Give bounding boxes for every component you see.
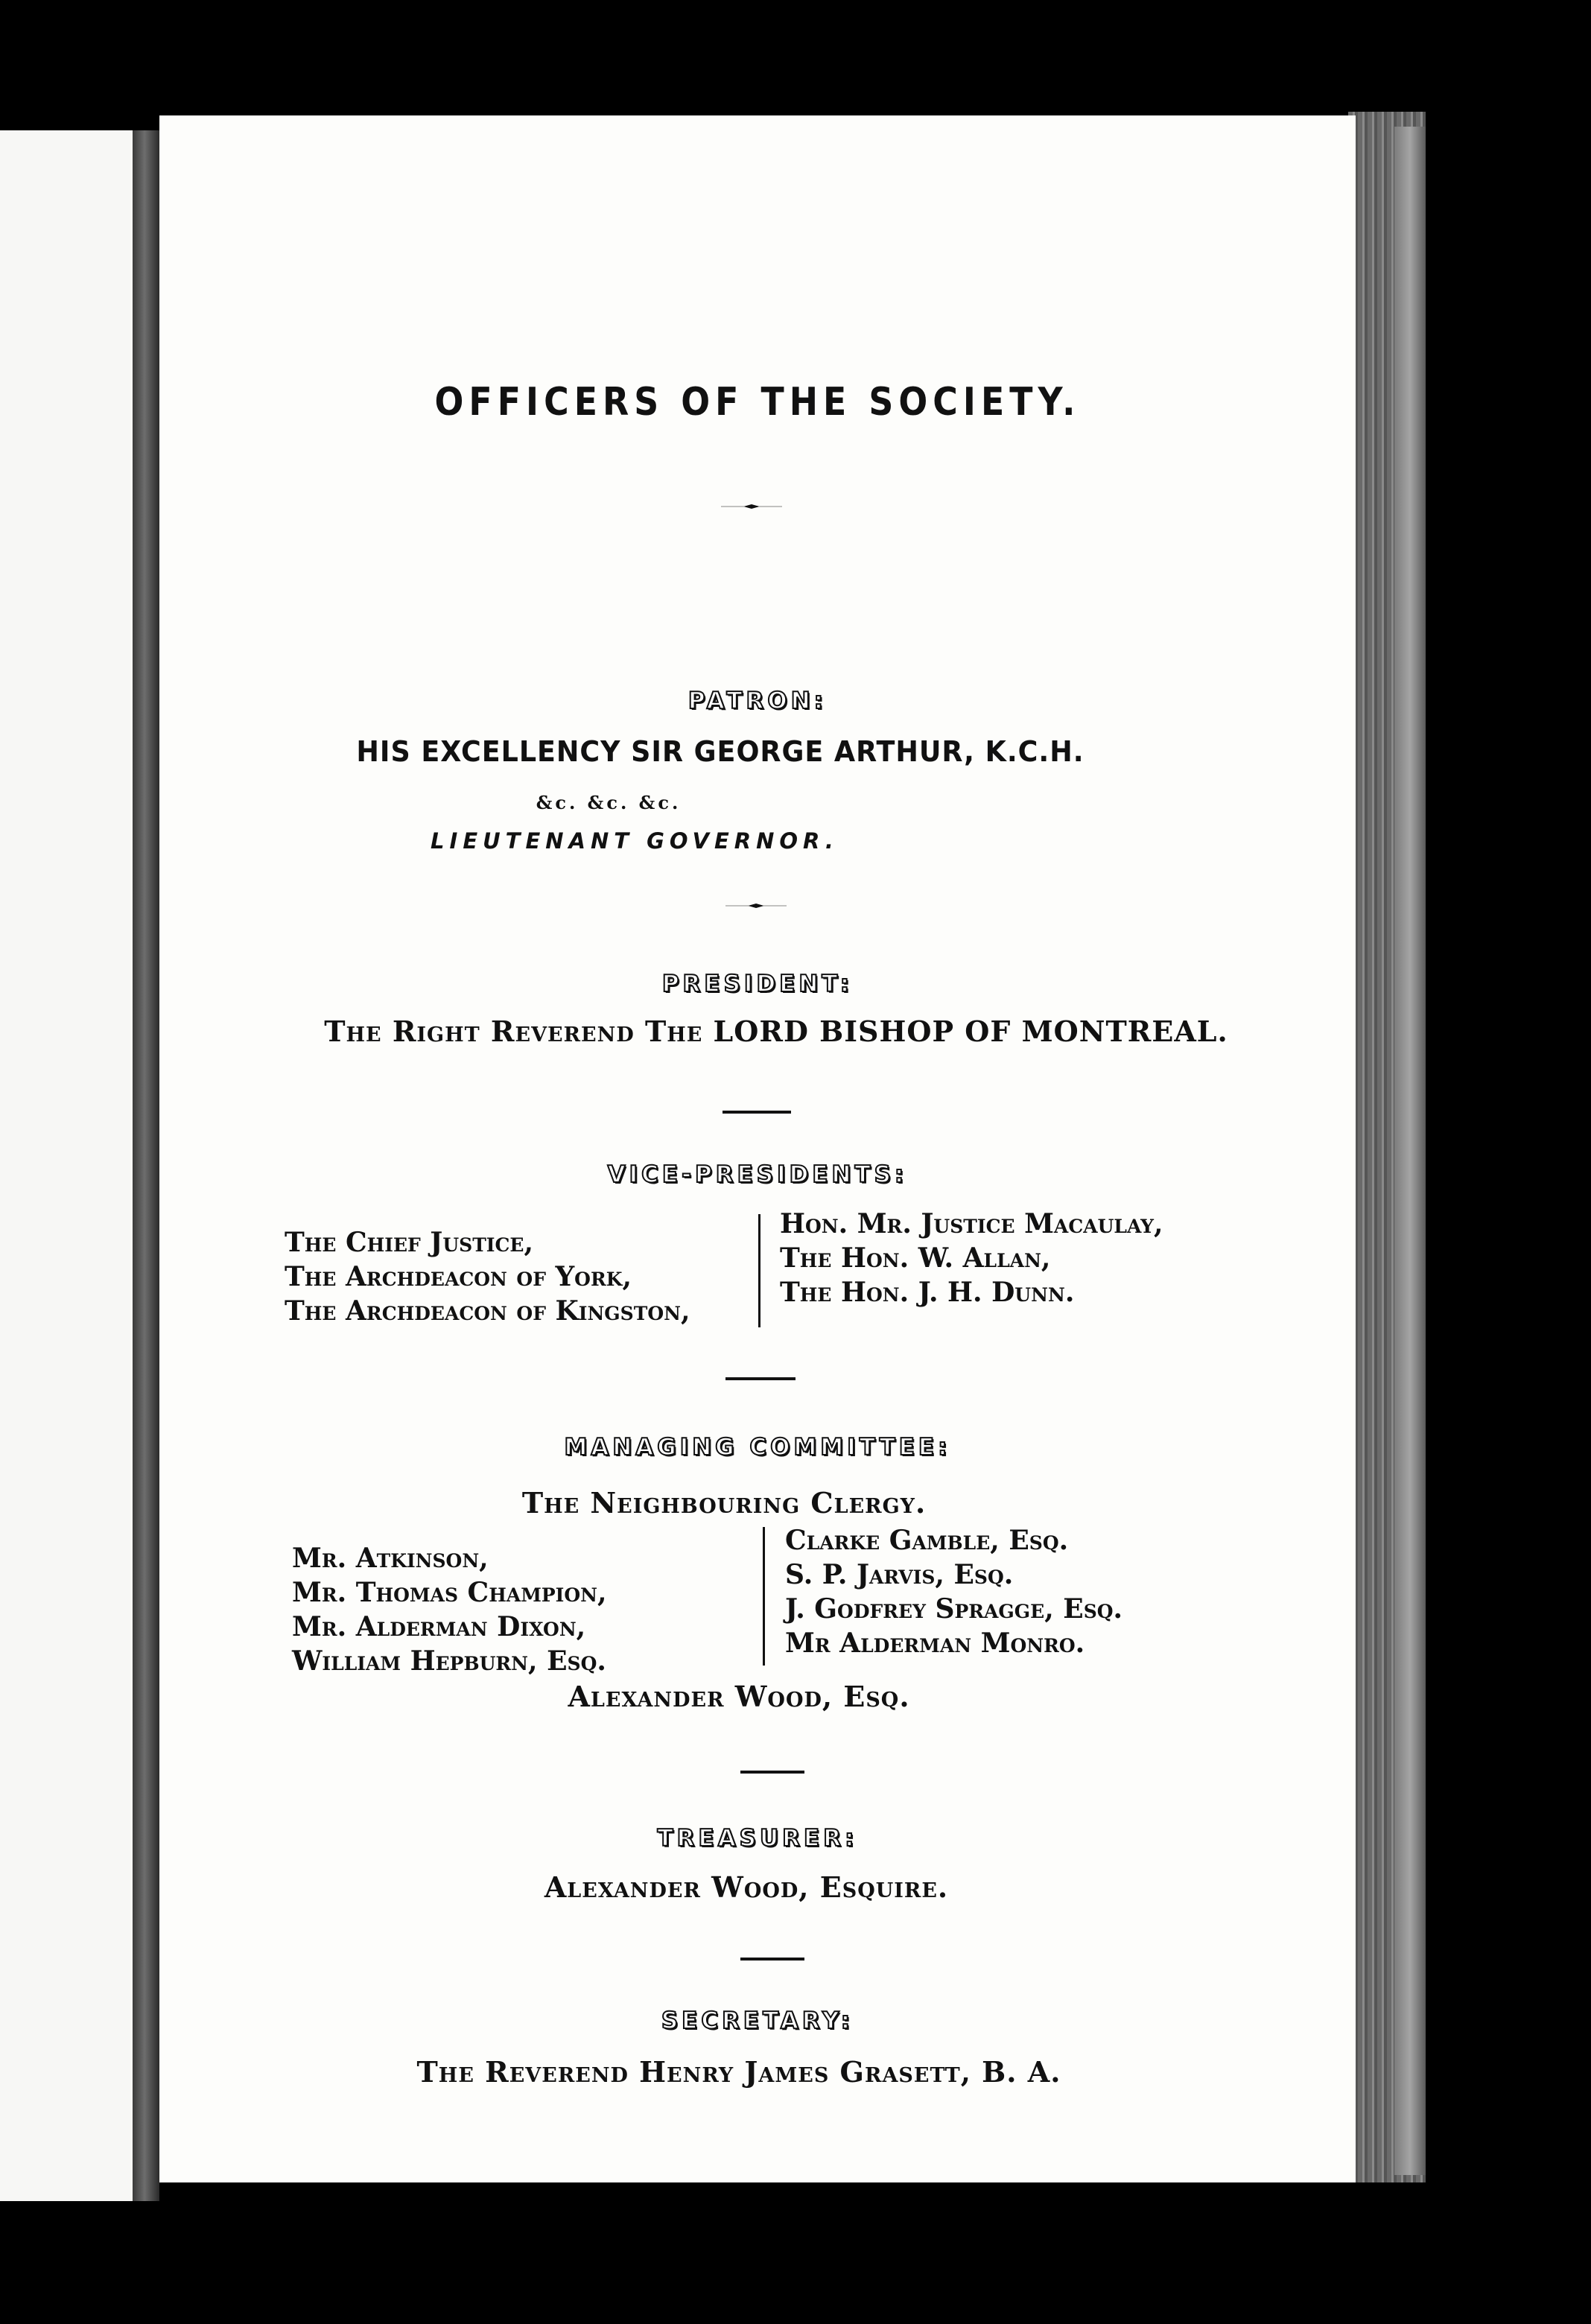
list-item: Mr Alderman Monro. <box>785 1628 1085 1659</box>
facing-page <box>0 130 133 2201</box>
vice-presidents-left-list <box>285 1225 690 1328</box>
list-item: The Archdeacon of Kingston, <box>285 1295 690 1327</box>
committee-closing: Alexander Wood, Esq. <box>568 1680 910 1713</box>
section-rule <box>740 1958 804 1961</box>
managing-committee-heading: MANAGING COMMITTEE: <box>564 1434 951 1461</box>
vice-presidents-right-list <box>780 1207 1163 1309</box>
list-item: The Chief Justice, <box>285 1227 533 1258</box>
list-item: The Hon. W. Allan, <box>780 1242 1051 1274</box>
list-item: Mr. Atkinson, <box>292 1543 489 1574</box>
patron-name: HIS EXCELLENCY SIR GEORGE ARTHUR, K.C.H. <box>356 735 1085 768</box>
patron-office: LIEUTENANT GOVERNOR. <box>431 828 839 854</box>
list-item: Mr. Thomas Champion, <box>292 1577 607 1608</box>
secretary-name: The Reverend Henry James Grasett, B. A. <box>416 2055 1061 2089</box>
patron-heading: PATRON: <box>687 688 828 714</box>
book-cover-edge <box>1394 127 1426 2175</box>
committee-right-list <box>785 1523 1122 1660</box>
list-item: J. Godfrey Spragge, Esq. <box>785 1593 1123 1625</box>
column-divider <box>763 1527 765 1666</box>
section-rule <box>740 1771 804 1774</box>
treasurer-heading: TREASURER: <box>657 1825 858 1852</box>
list-item: Clarke Gamble, Esq. <box>785 1525 1069 1556</box>
president-name: The Right Reverend The LORD BISHOP OF MONTREAL. <box>324 1015 1228 1048</box>
committee-intro: The Neighbouring Clergy. <box>521 1486 927 1520</box>
ornament-divider <box>725 904 787 908</box>
treasurer-name: Alexander Wood, Esquire. <box>544 1870 949 1904</box>
president-heading: PRESIDENT: <box>661 971 854 997</box>
page-title: OFFICERS OF THE SOCIETY. <box>434 380 1081 425</box>
secretary-heading: SECRETARY: <box>661 2007 854 2034</box>
vice-presidents-heading: VICE-PRESIDENTS: <box>607 1161 908 1188</box>
list-item: Hon. Mr. Justice Macaulay, <box>780 1208 1163 1239</box>
list-item: The Archdeacon of York, <box>285 1261 632 1292</box>
section-rule <box>725 1377 796 1380</box>
ornament-divider <box>721 504 782 509</box>
patron-etc: &c. &c. &c. <box>536 792 682 813</box>
section-rule <box>723 1111 791 1114</box>
column-divider <box>758 1214 760 1327</box>
list-item: William Hepburn, Esq. <box>292 1645 606 1677</box>
list-item: S. P. Jarvis, Esq. <box>785 1559 1014 1590</box>
list-item: The Hon. J. H. Dunn. <box>780 1277 1075 1308</box>
document-page <box>159 115 1356 2182</box>
committee-left-list <box>292 1541 607 1678</box>
list-item: Mr. Alderman Dixon, <box>292 1611 586 1642</box>
